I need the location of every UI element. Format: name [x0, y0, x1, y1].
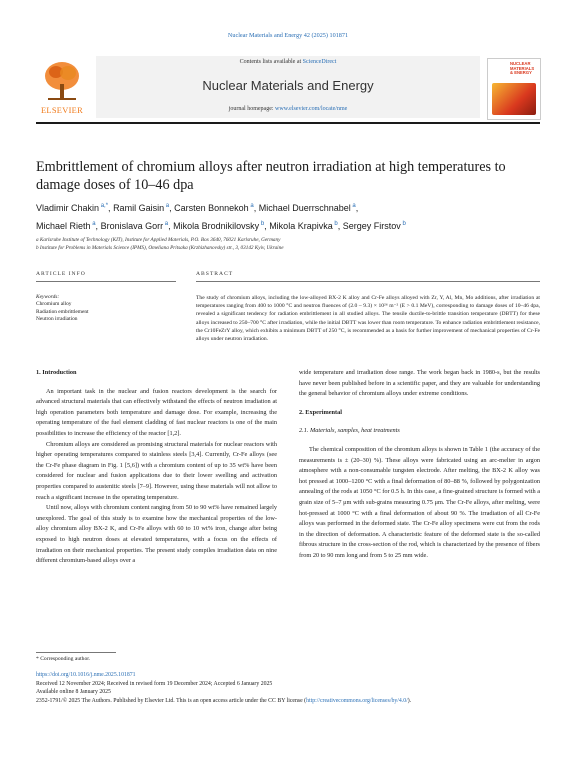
section-2-heading: 2. Experimental — [299, 408, 343, 416]
cover-title: NUCLEAR MATERIALS & ENERGY — [510, 61, 535, 76]
section-2-1-heading: 2.1. Materials, samples, heat treatments — [299, 427, 400, 435]
journal-name: Nuclear Materials and Energy — [202, 78, 374, 93]
affiliation-marker[interactable]: b — [259, 221, 265, 227]
elsevier-wordmark: ELSEVIER — [41, 106, 83, 115]
affiliation-marker[interactable]: a — [248, 203, 254, 209]
paragraph: The chemical composition of the chromium alloys is shown in Table 1 (the accuracy of the measurements is ± (20–30) %). These alloys were fabricated using an arc-melter in argon atmosphere with a non-consumable tungsten electrode. After melting, the BX-2 K alloy was hot pressed at 1000–1200 °C with a final deformation of 80–88 %, followed by polygonization annealing of the rods at 1050 °C for 0.5 h. In this case, a fine-grained structure is formed with a grain size of 5–7 μm with sub-grains measuring 0.75 μm. The Cr-Fe alloys, after melting, were hot-pressed at 1000 °C with a final deformation of about 90 %. The irradiation of all Cr-Fe alloys was performed in the deformed state. The Cr-Fe alloy specimens were cut from the rods in the direction of deformation. A characteristic feature of the deformed state is the so-called fibrous structure in the cross-section of the rod, which is characterized by the presence of fibers from 20 to 90 mm long and from 5 to 25 mm wide. — [299, 445, 540, 559]
journal-cover-image[interactable] — [487, 58, 541, 120]
cover-art — [492, 83, 536, 115]
journal-header — [96, 56, 480, 118]
author-name[interactable]: Ramil Gaisin $^a$ — [113, 203, 170, 213]
author-name[interactable]: Michael Rieth $^a$ — [36, 221, 96, 231]
contents-line: Contents lists available at ScienceDirect — [239, 59, 337, 65]
author-name[interactable]: Mikola Brodnikilovsky $^b$ — [173, 221, 265, 231]
author-name[interactable]: Carsten Bonnekoh $^a$ — [174, 203, 254, 213]
journal-citation[interactable]: Nuclear Materials and Energy 42 (2025) 101871 — [227, 32, 349, 39]
keyword-item: Neutron irradiation — [36, 316, 78, 323]
license-link[interactable]: http://creativecommons.org/licenses/by/4.0/ — [306, 697, 408, 704]
keywords-block — [36, 294, 176, 324]
affiliation-marker[interactable]: a — [350, 203, 356, 209]
doi-link[interactable]: https://doi.org/10.1016/j.nme.2025.101871 — [36, 672, 136, 678]
keyword-item: Radiation embrittlement — [36, 308, 89, 315]
article-info-label: ARTICLE INFO — [36, 271, 86, 277]
body-left-column — [36, 368, 277, 567]
author-line-2: Michael Rieth $^a$, Bronislava Gorr $^a$, Mikola Brodnikilovsky $^b$, Mikola Krapivka $^b$, Sergey Firstov $^b$ — [36, 221, 406, 231]
affiliation-marker[interactable]: a — [164, 203, 170, 209]
affiliation-b: b Institute for Problems in Materials Science (IPMS), Omeliana Pritsaka (Krzhizhanovsky) str., 3, 03142 Kyiv, Ukraine — [36, 245, 284, 251]
homepage-line: journal homepage: www.elsevier.com/locate/nme — [228, 106, 348, 112]
author-name[interactable]: Sergey Firstov $^b$ — [342, 221, 406, 231]
affiliation-marker[interactable]: b — [400, 221, 406, 227]
author-name[interactable]: Mikola Krapivka $^b$ — [269, 221, 338, 231]
sciencedirect-link[interactable]: ScienceDirect — [302, 59, 337, 65]
article-meta-footer — [36, 671, 540, 705]
paragraph: An important task in the nuclear and fusion reactors development is the search for advanced structural materials that can effectively withstand the effects of neutron irradiation at high operation parameters both temperature and damage dose. For example, increasing the operating temperature of the fuel element cladding of fast nuclear reactors is one of the main possibilities to increase the efficiency of the reactor [1,2]. — [36, 387, 277, 437]
affiliation-marker[interactable]: a — [163, 221, 169, 227]
footnote-rule — [36, 652, 116, 653]
author-name[interactable]: Vladimir Chakin $^{a,*}$ — [36, 203, 109, 213]
author-name[interactable]: Bronislava Gorr $^a$ — [100, 221, 169, 231]
author-name[interactable]: Michael Duerrschnabel $^a$ — [258, 203, 356, 213]
affiliation-marker[interactable]: a — [90, 221, 96, 227]
affiliation-marker[interactable]: b — [332, 221, 338, 227]
elsevier-logo — [36, 58, 88, 120]
available-online: Available online 8 January 2025 — [36, 689, 111, 696]
paragraph: Chromium alloys are considered as promising structural materials for nuclear reactors with higher operating temperatures compared to stainless steels [3,4]. Currently, Cr-Fe alloys (see the Cr-Fe phase diagram in Fig. 1 [5,6]) with a chromium content of up to 35 wt% have been considered for nuclear and fusion applications due to their lower swelling and activation properties compared to austenitic steels [7–9]. However, using these materials will not allow to reach a significant increase in the operating temperature. — [36, 440, 277, 501]
article-info-rule — [36, 281, 176, 282]
received-dates: Received 12 November 2024; Received in revised form 19 December 2024; Accepted 6 January 2025 — [36, 680, 273, 687]
affiliation-marker[interactable]: a,* — [99, 203, 109, 209]
homepage-link[interactable]: www.elsevier.com/locate/nme — [275, 106, 348, 112]
section-1-heading: 1. Introduction — [36, 369, 77, 376]
author-list — [36, 198, 540, 234]
abstract-rule — [196, 281, 540, 282]
abstract-label: ABSTRACT — [196, 271, 234, 277]
article-title: Embrittlement of chromium alloys after neutron irradiation at high temperatures to damage doses of 10–46 dpa — [36, 159, 506, 193]
header-divider — [36, 122, 540, 124]
license-line: 2352-1791/© 2025 The Authors. Published by Elsevier Ltd. This is an open access article under the CC BY license (http://creativecommons.org/licenses/by/4.0/). — [36, 697, 412, 704]
corresponding-author-note: * Corresponding author. — [36, 656, 91, 662]
paragraph: Until now, alloys with chromium content ranging from 50 to 90 wt% have remained largely unexplored. The goal of this study is to examine how the mechanical properties of the low-alloy chromium alloy BX-2 K, and Cr-Fe alloys with 60 to 10 wt% iron, change after being exposed to high neutron doses at elevated temperatures, with a focus on the effects of irradiation on their mechanical properties. The present study compiles irradiation data on nine different chromium-based alloys over a — [36, 504, 277, 565]
author-line-1: Vladimir Chakin $^{a,*}$, Ramil Gaisin $^a$, Carsten Bonnekoh $^a$, Michael Duerrschnabel $^a$, — [36, 203, 359, 213]
abstract-text: The study of chromium alloys, including the low-alloyed BX-2 K alloy and Cr-Fe alloys alloyed with Zr, Y, Al, Mn, Mo additions, after irradiation at temperatures ranging from 400 to 1000 °C and neutron fluences of (2.0 – 9.3) × 10²⁶ m⁻² (E > 0.1 MeV), corresponding to damage doses of 10–46 dpa, revealed a significant tendency for radiation embrittlement in all studied alloys. The tensile ductile-to-brittle transition temperature (DBTT) for these alloys increased to 250–700 °C after irradiation, while the initial DBTT was lower than room temperature. To enhance radiation embrittlement resistance, the Cr10FeZrY alloy, which exhibits a minimum DBTT of 250 °C, is recommended as a basis for further improvement of mechanical properties of Cr-Fe alloys under neutron irradiation. — [196, 295, 540, 343]
paragraph: wide temperature and irradiation dose range. The work began back in 1980-s, but the results have never been published before in a scientific paper, and they are valuable for understanding the general behavior of chromium alloys under extreme conditions. — [299, 369, 540, 398]
body-right-column — [299, 368, 540, 562]
affiliations — [36, 236, 540, 252]
keywords-label: Keywords: — [36, 294, 60, 300]
affiliation-a: a Karlsruhe Institute of Technology (KIT), Institute for Applied Materials, P.O. Box 3640, 76021 Karlsruhe, Germany — [36, 237, 281, 243]
keyword-item: Chromium alloy — [36, 301, 72, 308]
elsevier-tree-icon — [42, 60, 82, 104]
